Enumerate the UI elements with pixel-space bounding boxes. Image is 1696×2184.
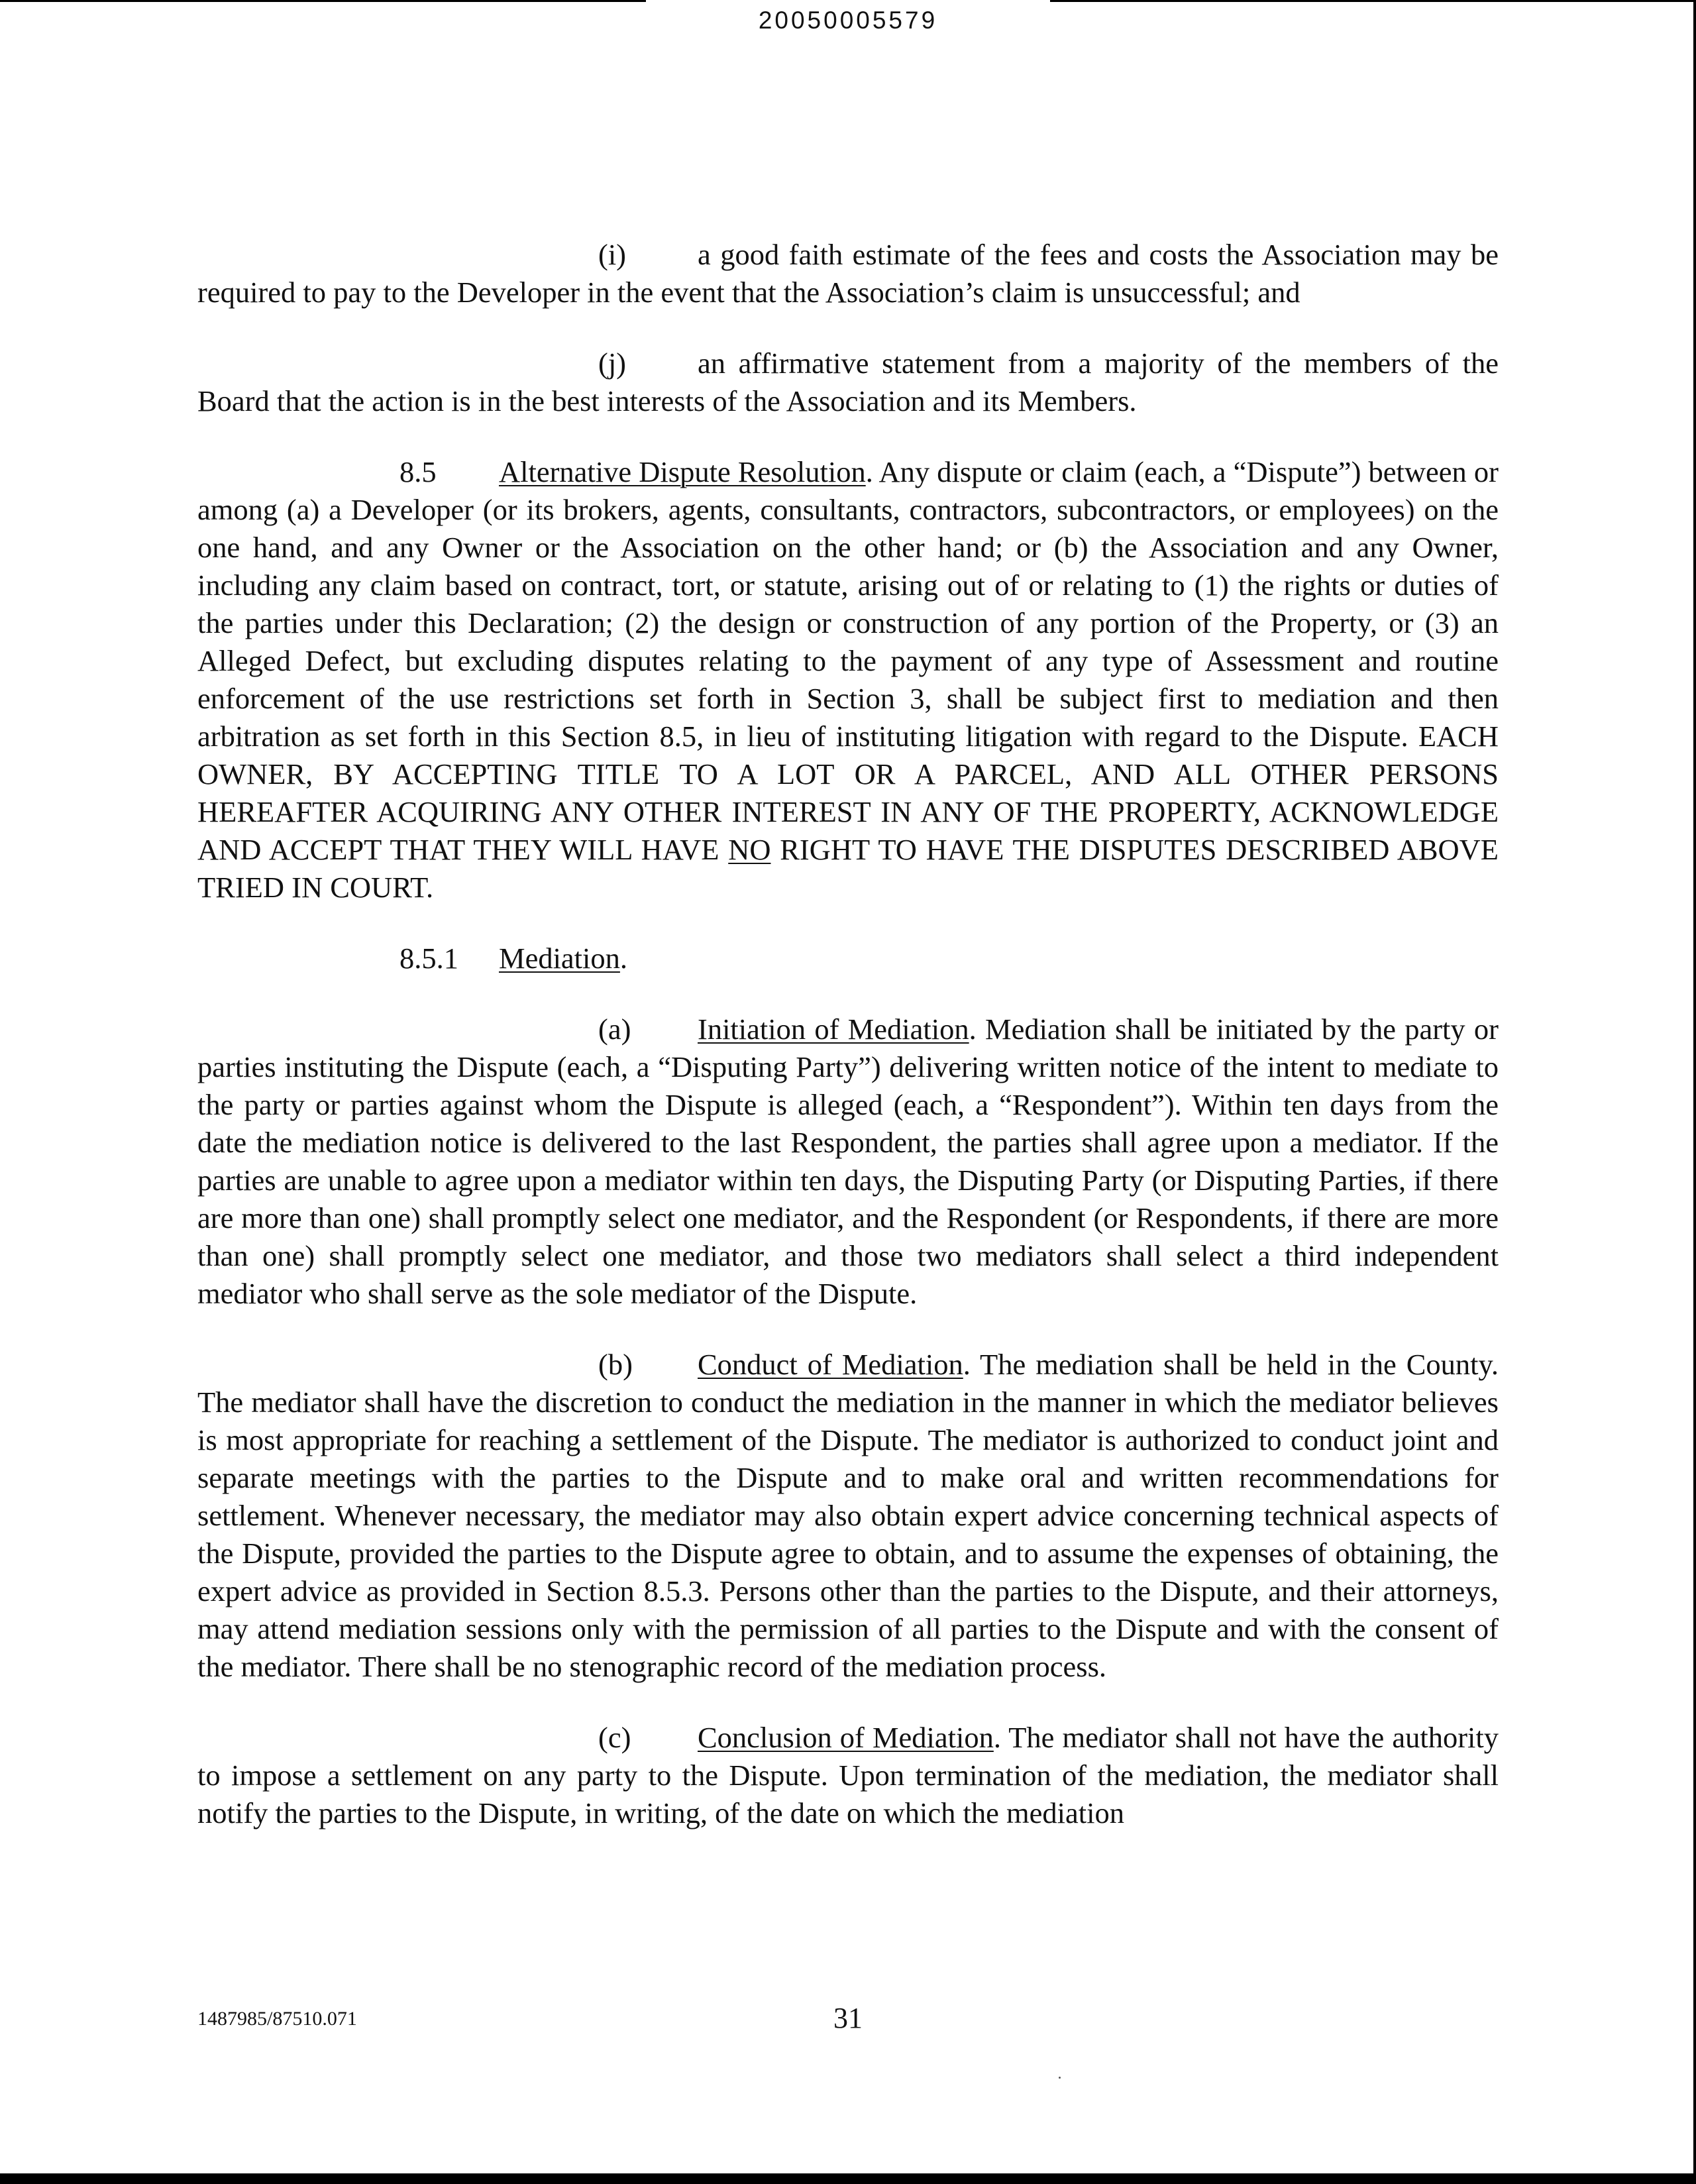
paragraph-a-text: . Mediation shall be initiated by the party or parties instituting the Dispute (each, a “Disputing Party”) delivering written notice of the intent to mediate to the party or parties against whom the Dispute is alleged (each, a “Respondent”). Within ten days from the date the mediation notice is delivered to the last Respondent, the parties shall agree upon a mediator. If the parties are unable to agree upon a mediator within ten days, the Disputing Party (or Disputing Parties, if there are more than one) shall promptly select one mediator, and the Respondent (or Respondents, if there are more than one) shall promptly select one mediator, and those two mediators shall select a third independent mediator who shall serve as the sole mediator of the Dispute.: [197, 1012, 1499, 1310]
paragraph-b-number: (b): [598, 1348, 633, 1381]
section-8-5: [197, 453, 1499, 906]
footer-document-id: 1487985/87510.071: [197, 2008, 357, 2030]
section-8-5-title: Alternative Dispute Resolution: [499, 455, 866, 488]
paragraph-c: [197, 1719, 1499, 1832]
paragraph-a: [197, 1010, 1499, 1313]
top-right-rule: [1050, 0, 1696, 2]
document-number-stamp: 20050005579: [758, 7, 938, 34]
section-8-5-1: [197, 940, 1499, 977]
paragraph-a-title: Initiation of Mediation: [698, 1012, 969, 1046]
paragraph-i-number: (i): [598, 238, 627, 271]
section-8-5-1-number: 8.5.1: [399, 942, 458, 975]
paragraph-i-text: a good faith estimate of the fees and costs the Association may be required to pay to the Developer in the event that the Association’s claim is unsuccessful; and: [197, 238, 1499, 309]
document-body: [197, 236, 1499, 1832]
page-number: 31: [833, 2002, 863, 2034]
section-8-5-emphasis: NO: [728, 833, 771, 866]
paragraph-c-number: (c): [598, 1721, 631, 1754]
paragraph-j-number: (j): [598, 347, 627, 380]
paragraph-i: [197, 236, 1499, 311]
paragraph-j-text: an affirmative statement from a majority of the members of the Board that the action is in the best interests of the Association and its Members.: [197, 347, 1499, 417]
paragraph-b: [197, 1346, 1499, 1686]
bottom-rule: [0, 2173, 1696, 2184]
paragraph-b-text: . The mediation shall be held in the County. The mediator shall have the discretion to conduct the mediation in the manner in which the mediator believes is most appropriate for reaching a settlement of the Dispute. The mediator is authorized to conduct joint and separate meetings with the parties to the Dispute and to make oral and written recommendations for settlement. Whenever necessary, the mediator may also obtain expert advice concerning technical aspects of the Dispute, provided the parties to the Dispute agree to obtain, and to assume the expenses of obtaining, the expert advice as provided in Section 8.5.3. Persons other than the parties to the Dispute, and their attorneys, may attend mediation sessions only with the permission of all parties to the Dispute and with the consent of the mediator. There shall be no stenographic record of the mediation process.: [197, 1348, 1499, 1683]
paragraph-c-text: . The mediator shall not have the authority to impose a settlement on any party to the Dispute. Upon termination of the mediation, the mediator shall notify the parties to the Dispute, in writing, of the date on which the mediation: [197, 1721, 1499, 1829]
section-8-5-1-tail: .: [619, 942, 628, 975]
section-8-5-text-a: . Any dispute or claim (each, a “Dispute”) between or among (a) a Developer (or its brokers, agents, consultants, contractors, subcontractors, or employees) on the one hand, and any Owner or the Association on the other hand; or (b) the Association and any Owner, including any claim based on contract, tort, or statute, arising out of or relating to (1) the rights or duties of the parties under this Declaration; (2) the design or construction of any portion of the Property, or (3) an Alleged Defect, but excluding disputes relating to the payment of any type of Assessment and routine enforcement of the use restrictions set forth in Section 3, shall be subject first to mediation and then arbitration as set forth in this Section 8.5, in lieu of instituting litigation with regard to the Dispute. EACH OWNER, BY ACCEPTING TITLE TO A LOT OR A PARCEL, AND ALL OTHER PERSONS HEREAFTER ACQUIRING ANY OTHER INTEREST IN ANY OF THE PROPERTY, ACKNOWLEDGE AND ACCEPT THAT THEY WILL HAVE: [197, 455, 1499, 866]
section-8-5-1-title: Mediation: [499, 942, 620, 975]
paragraph-c-title: Conclusion of Mediation: [698, 1721, 994, 1754]
section-8-5-number: 8.5: [399, 455, 437, 488]
scan-speck: [1059, 2077, 1061, 2079]
paragraph-j: [197, 345, 1499, 420]
right-edge-rule: [1693, 0, 1696, 2184]
section-8-5-text-b: RIGHT TO HAVE THE DISPUTES DESCRIBED ABOVE TRIED IN COURT.: [197, 833, 1499, 904]
paragraph-a-number: (a): [598, 1012, 631, 1046]
paragraph-b-title: Conduct of Mediation: [698, 1348, 963, 1381]
top-left-rule: [0, 0, 646, 2]
